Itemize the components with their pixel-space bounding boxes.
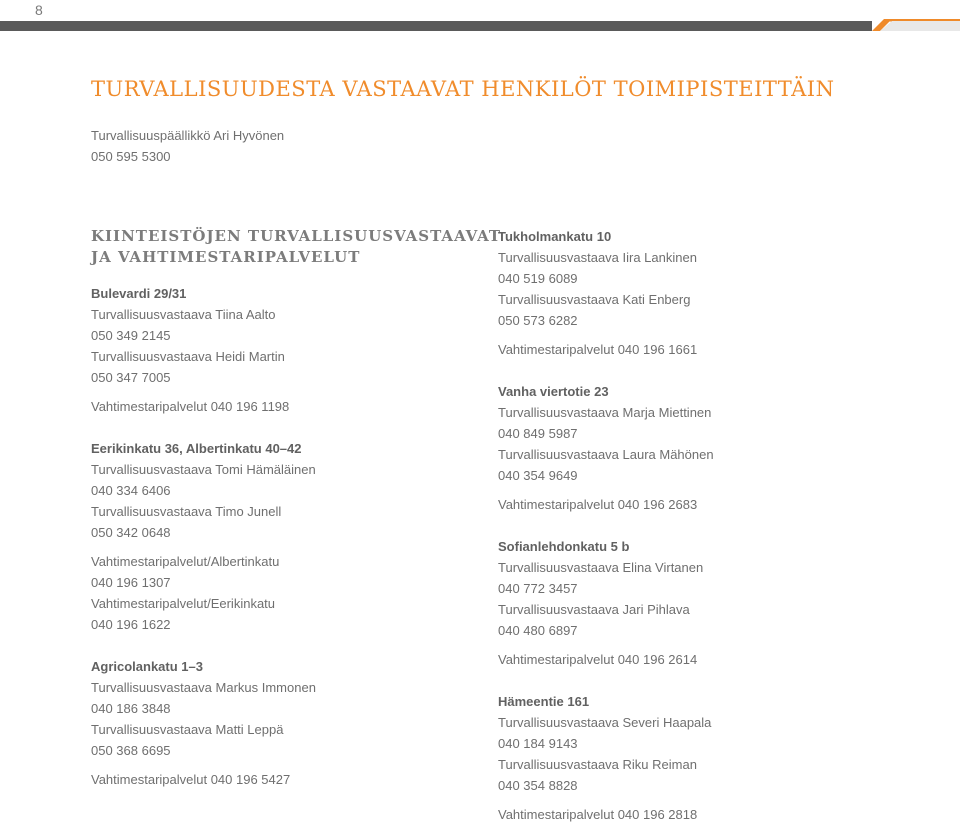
left-column [91,226,502,790]
person-phone: 050 368 6695 [91,743,171,758]
security-chief-name: Turvallisuuspäällikkö Ari Hyvönen [91,128,285,143]
person-phone: 050 573 6282 [498,313,578,328]
location-tukholmankatu [498,226,938,360]
person-name: Turvallisuusvastaava Tiina Aalto [91,307,276,322]
service-line: Vahtimestaripalvelut 040 196 2818 [498,807,698,822]
person-name: Turvallisuusvastaava Iira Lankinen [498,250,697,265]
person-phone: 040 480 6897 [498,623,578,638]
person-name: Turvallisuusvastaava Elina Virtanen [498,560,704,575]
person-phone: 040 184 9143 [498,736,578,751]
service-line: Vahtimestaripalvelut 040 196 2683 [498,497,698,512]
location-title: Sofianlehdonkatu 5 b [498,539,630,554]
security-chief-phone: 050 595 5300 [91,149,171,164]
service-phone: 040 196 1622 [91,617,171,632]
person-phone: 050 349 2145 [91,328,171,343]
location-bulevardi [91,283,471,417]
person-name: Turvallisuusvastaava Matti Leppä [91,722,284,737]
person-name: Turvallisuusvastaava Laura Mähönen [498,447,714,462]
location-title: Agricolankatu 1–3 [91,659,203,674]
person-name: Turvallisuusvastaava Tomi Hämäläinen [91,462,316,477]
person-name: Turvallisuusvastaava Jari Pihlava [498,602,690,617]
page-title: TURVALLISUUDESTA VASTAAVAT HENKILÖT TOIMIPISTEITTÄIN [91,77,835,101]
person-phone: 050 342 0648 [91,525,171,540]
location-title: Eerikinkatu 36, Albertinkatu 40–42 [91,441,302,456]
location-hameentie [498,691,938,825]
person-phone: 040 772 3457 [498,581,578,596]
service-line: Vahtimestaripalvelut 040 196 2614 [498,652,698,667]
section-title [91,226,502,268]
person-name: Turvallisuusvastaava Timo Junell [91,504,282,519]
location-vanha-viertotie [498,381,938,515]
person-name: Turvallisuusvastaava Markus Immonen [91,680,316,695]
location-title: Hämeentie 161 [498,694,590,709]
service-phone: 040 196 1307 [91,575,171,590]
header-bar-gray-tail [880,21,960,31]
location-title: Tukholmankatu 10 [498,229,612,244]
person-phone: 050 347 7005 [91,370,171,385]
person-phone: 040 849 5987 [498,426,578,441]
person-phone: 040 519 6089 [498,271,578,286]
section-title-line-1: KIINTEISTÖJEN TURVALLISUUSVASTAAVAT [91,227,502,245]
person-phone: 040 186 3848 [91,701,171,716]
header-bar-gray [0,21,872,31]
person-name: Turvallisuusvastaava Heidi Martin [91,349,285,364]
security-chief-contact [91,125,284,167]
person-name: Turvallisuusvastaava Kati Enberg [498,292,691,307]
location-agricolankatu [91,656,471,790]
person-phone: 040 354 9649 [498,468,578,483]
location-title: Bulevardi 29/31 [91,286,187,301]
person-name: Turvallisuusvastaava Severi Haapala [498,715,712,730]
service-line: Vahtimestaripalvelut/Albertinkatu [91,554,280,569]
right-column [498,226,938,825]
header-bar [0,19,960,33]
page-number: 8 [35,2,43,18]
service-line: Vahtimestaripalvelut/Eerikinkatu [91,596,276,611]
person-phone: 040 354 8828 [498,778,578,793]
service-line: Vahtimestaripalvelut 040 196 5427 [91,772,291,787]
person-phone: 040 334 6406 [91,483,171,498]
service-line: Vahtimestaripalvelut 040 196 1198 [91,399,290,414]
location-eerikinkatu [91,438,471,635]
location-sofianlehdonkatu [498,536,938,670]
location-title: Vanha viertotie 23 [498,384,609,399]
section-title-line-2: JA VAHTIMESTARIPALVELUT [91,248,361,266]
service-line: Vahtimestaripalvelut 040 196 1661 [498,342,698,357]
person-name: Turvallisuusvastaava Riku Reiman [498,757,697,772]
person-name: Turvallisuusvastaava Marja Miettinen [498,405,712,420]
